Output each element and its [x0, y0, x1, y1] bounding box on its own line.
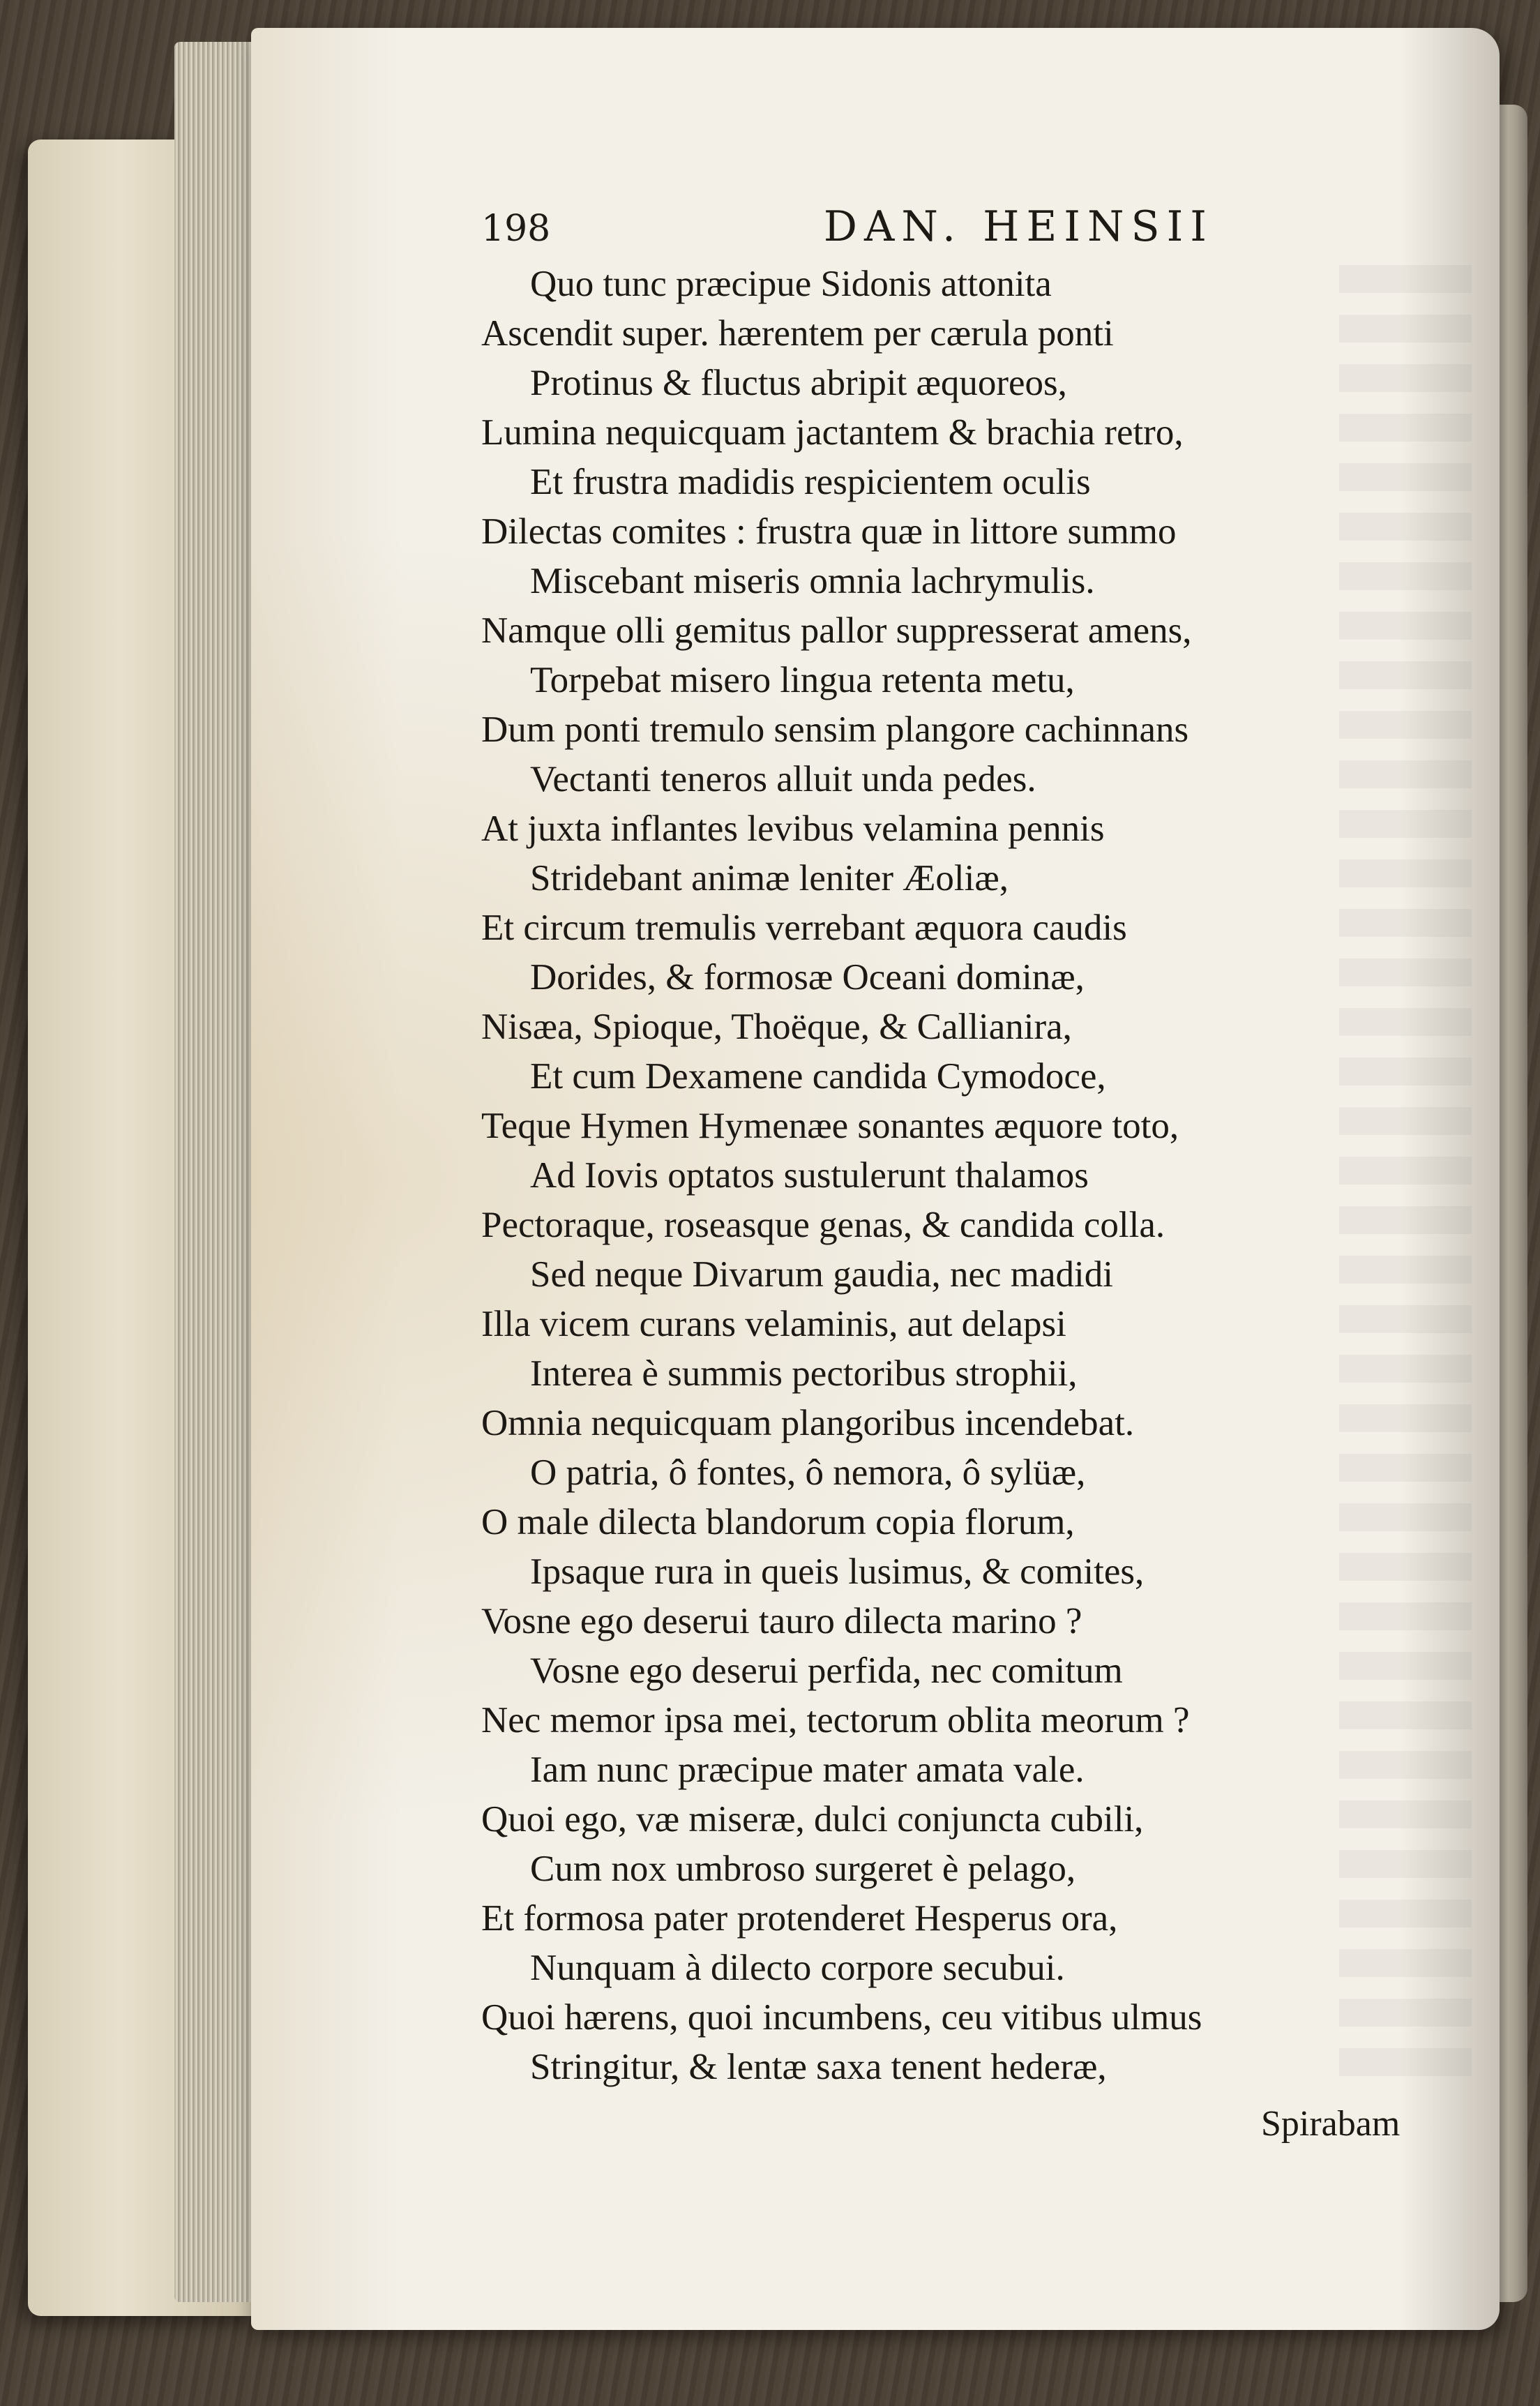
poem-line: Illa vicem curans velaminis, aut delapsi — [481, 1304, 1066, 1344]
poem-line: Nec memor ipsa mei, tectorum oblita meorum ? — [481, 1700, 1190, 1740]
poem-line: O male dilecta blandorum copia florum, — [481, 1502, 1075, 1542]
page-number: 198 — [481, 208, 551, 250]
poem-line: Cum nox umbroso surgeret è pelago, — [530, 1849, 1076, 1889]
poem-line: Stridebant animæ leniter Æoliæ, — [530, 858, 1009, 899]
poem-line: Vectanti teneros alluit unda pedes. — [530, 759, 1036, 799]
poem-line: Et circum tremulis verrebant æquora caudis — [481, 908, 1127, 948]
poem-line: O patria, ô fontes, ô nemora, ô sylüæ, — [530, 1452, 1086, 1493]
poem-line: Quoi ego, væ miseræ, dulci conjuncta cubili, — [481, 1799, 1144, 1840]
poem-line: Nisæa, Spioque, Thoëque, & Callianira, — [481, 1007, 1072, 1047]
poem-line: Stringitur, & lentæ saxa tenent hederæ, — [530, 2047, 1107, 2087]
poem-line: Dilectas comites : frustra quæ in littore summo — [481, 511, 1177, 552]
poem-line: Protinus & fluctus abripit æquoreos, — [530, 363, 1067, 403]
poem-line: Quo tunc præcipue Sidonis attonita — [530, 264, 1052, 304]
poem-line: Ipsaque rura in queis lusimus, & comites, — [530, 1551, 1145, 1592]
poem-line: Dum ponti tremulo sensim plangore cachinnans — [481, 709, 1189, 750]
poem-line: Interea è summis pectoribus strophii, — [530, 1353, 1078, 1394]
poem-line: Namque olli gemitus pallor suppresserat amens, — [481, 610, 1192, 651]
poem-line: Lumina nequicquam jactantem & brachia retro, — [481, 412, 1184, 453]
poem-line: At juxta inflantes levibus velamina pennis — [481, 809, 1105, 849]
poem-line: Vosne ego deserui tauro dilecta marino ? — [481, 1601, 1082, 1641]
poem-line: Sed neque Divarum gaudia, nec madidi — [530, 1254, 1113, 1295]
poem-line: Miscebant miseris omnia lachrymulis. — [530, 561, 1095, 601]
poem-line: Nunquam à dilecto corpore secubui. — [530, 1948, 1065, 1988]
poem-line: Teque Hymen Hymenæe sonantes æquore toto, — [481, 1106, 1179, 1146]
poem-line: Et frustra madidis respicientem oculis — [530, 462, 1091, 502]
poem-line: Pectoraque, roseasque genas, & candida colla. — [481, 1205, 1165, 1245]
poem-line: Ascendit super. hærentem per cærula ponti — [481, 313, 1114, 354]
running-head: DAN. HEINSII — [823, 202, 1214, 251]
poem-line: Ad Iovis optatos sustulerunt thalamos — [530, 1155, 1089, 1196]
catchword: Spirabam — [1261, 2104, 1401, 2144]
poem-line: Quoi hærens, quoi incumbens, ceu vitibus ulmus — [481, 1997, 1202, 2038]
poem-line: Iam nunc præcipue mater amata vale. — [530, 1750, 1085, 1790]
poem-line: Et cum Dexamene candida Cymodoce, — [530, 1056, 1106, 1097]
poem-line: Torpebat misero lingua retenta metu, — [530, 660, 1075, 700]
poem-line: Vosne ego deserui perfida, nec comitum — [530, 1651, 1123, 1691]
poem-line: Et formosa pater protenderet Hesperus ora, — [481, 1898, 1118, 1939]
page-header — [481, 202, 1214, 251]
poem-text-block — [481, 260, 1472, 2092]
poem-line: Omnia nequicquam plangoribus incendebat. — [481, 1403, 1135, 1443]
poem-line: Dorides, & formosæ Oceani dominæ, — [530, 957, 1085, 998]
